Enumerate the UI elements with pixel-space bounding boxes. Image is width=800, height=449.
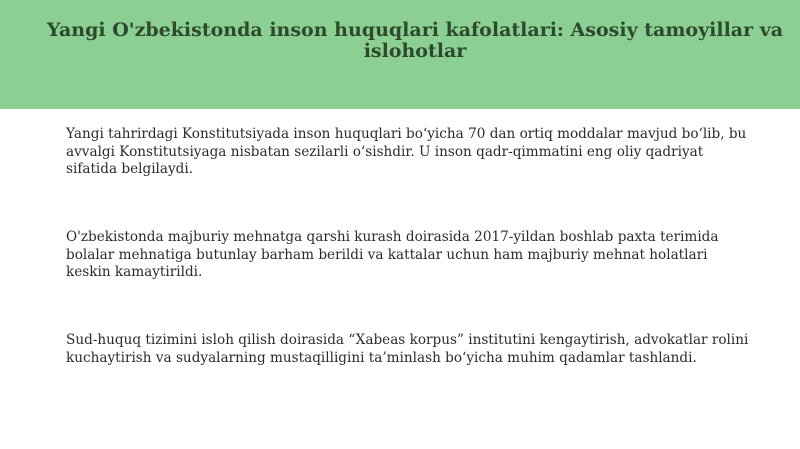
paragraph-constitution: Yangi tahrirdagi Konstitutsiyada inson huquqlari bo‘yicha 70 dan ortiq moddalar mavjud bo‘lib, bu avvalgi Konstitutsiyaga nisbatan sezilarli o‘sishdir. U inson qadr-qimmatini eng oliy qadriyat sifatida belgilaydi.: [66, 126, 747, 177]
header-banner: [0, 0, 800, 109]
paragraph-judicial-reform: Sud-huquq tizimini isloh qilish doirasida “Xabeas korpus” institutini kengaytirish, advokatlar rolini kuchaytirish va sudyalarning mustaqilligini ta’minlash bo‘yicha muhim qadamlar tashlandi.: [66, 332, 749, 366]
page-title: Yangi O'zbekistonda inson huquqlari kafolatlari: Asosiy tamoyillar va islohotlar: [46, 19, 784, 62]
paragraph-forced-labor: O'zbekistonda majburiy mehnatga qarshi kurash doirasida 2017-yildan boshlab paxta terimida bolalar mehnatiga butunlay barham berildi va kattalar uchun ham majburiy mehnat holatlari keskin kamaytirildi.: [66, 229, 719, 280]
